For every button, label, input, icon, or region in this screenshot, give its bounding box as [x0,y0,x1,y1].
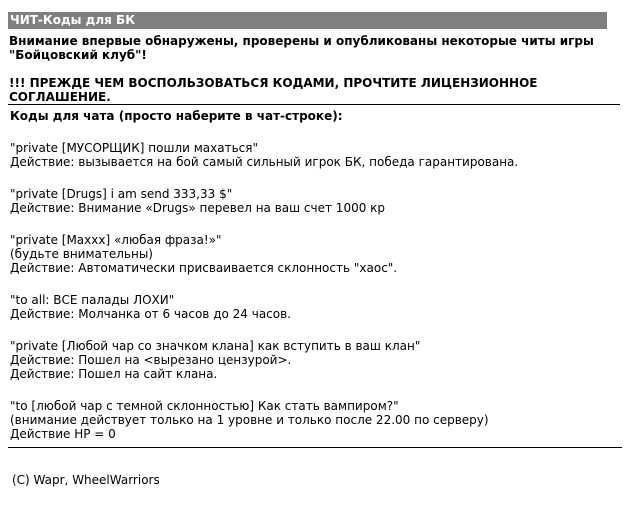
intro-text [8,34,607,62]
license-warning [8,76,607,104]
cheat-code-entry [10,399,607,441]
cheat-command: "private [Любой чар со значком клана] как вступить в ваш клан" [10,339,421,353]
divider-top [8,104,620,105]
cheat-code-list [8,141,607,441]
warning-line-2: СОГЛАШЕНИЕ. [9,90,111,104]
page-title-text: ЧИТ-Коды для БК [10,13,135,27]
footer-credits: (C) Wapr, WheelWarriors [12,473,160,487]
cheat-code-entry [10,187,607,215]
cheat-command: "to [любой чар с темной склонностью] Как стать вампиром?" [10,399,399,413]
divider-bottom-left [8,447,315,448]
cheat-command: "private [МУСОРЩИК] пошли махаться" [10,141,258,155]
cheat-effect: Действие: вызывается на бой самый сильный игрок БК, победа гарантирована. [10,155,519,169]
cheat-code-entry [10,293,607,321]
cheat-code-entry [10,339,607,381]
cheat-effect: Действие HP = 0 [10,427,116,441]
page-content [8,12,607,487]
cheat-command: "to all: ВСЕ палады ЛОХИ" [10,293,175,307]
warning-line-1: !!! ПРЕЖДЕ ЧЕМ ВОСПОЛЬЗОВАТЬСЯ КОДАМИ, ПРОЧТИТЕ ЛИЦЕНЗИОННОЕ [9,76,538,90]
intro-line-1: Внимание впервые обнаружены, проверены и опубликованы некоторые читы игры [9,34,594,48]
cheat-note: (будьте внимательны) [10,247,153,261]
page-title [8,12,607,29]
cheat-code-entry [10,141,607,169]
codes-heading: Коды для чата (просто наберите в чат-строке): [10,109,343,123]
cheat-effect: Действие: Пошел на сайт клана. [10,367,218,381]
divider-bottom-right [315,447,622,448]
intro-line-2: "Бойцовский клуб"! [9,48,147,62]
cheat-effect: Действие: Автоматически присваивается склонность "хаос". [10,261,398,275]
cheat-note: (внимание действует только на 1 уровне и только после 22.00 по серверу) [10,413,489,427]
divider-bottom [8,447,622,449]
cheat-command: "private [Drugs] i am send 333,33 $" [10,187,233,201]
cheat-command: "private [Maxxx] «любая фраза!»" [10,233,222,247]
cheat-effect: Действие: Пошел на <вырезано цензурой>. [10,353,292,367]
cheat-effect: Действие: Молчанка от 6 часов до 24 часов. [10,307,291,321]
cheat-effect: Действие: Внимание «Drugs» перевел на ваш счет 1000 кр [10,201,386,215]
cheat-code-entry [10,233,607,275]
